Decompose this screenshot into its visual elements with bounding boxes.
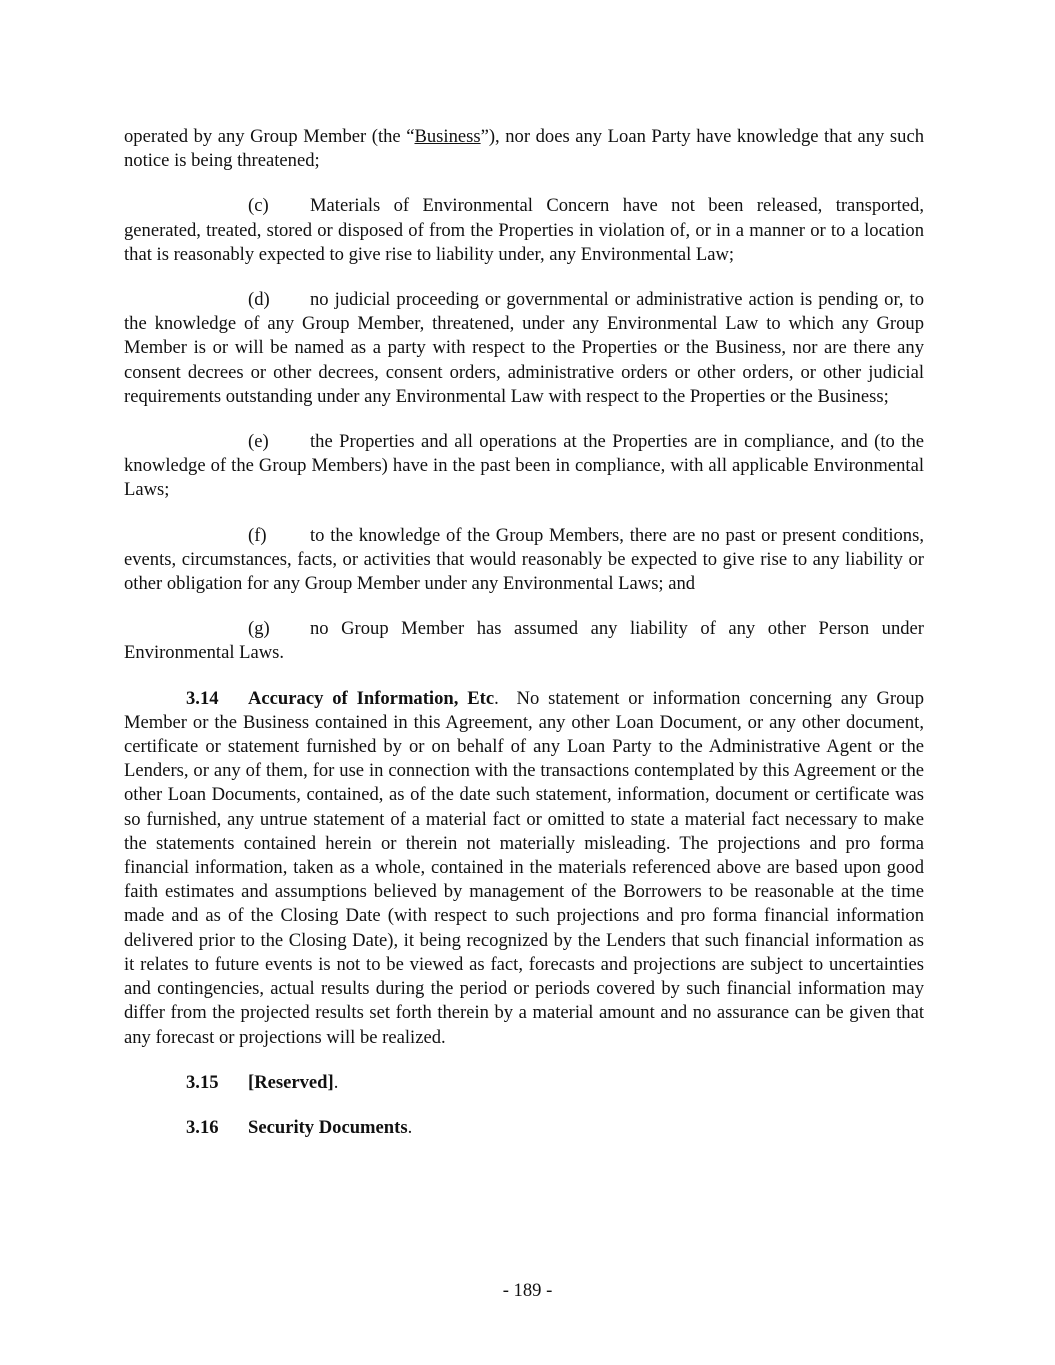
clause-e-text: the Properties and all operations at the Properties are in compliance, and (to the knowledge of the Group Members) have in the past been in compliance, with all applicable Environmental Laws; (124, 431, 924, 501)
clause-d (124, 288, 924, 409)
continuation-prefix: operated by any Group Member (the “ (124, 126, 415, 147)
section-3-15 (124, 1071, 924, 1095)
continuation-paragraph (124, 125, 924, 173)
clause-e (124, 430, 924, 503)
section-3-14-title-punct: . (494, 687, 499, 709)
section-3-14-title: Accuracy of Information, Etc (248, 687, 495, 709)
section-3-16-number: 3.16 (186, 1116, 219, 1138)
section-3-15-title-punct: . (333, 1071, 339, 1093)
section-3-15-title: [Reserved] (248, 1071, 334, 1093)
clause-g-number: (g) (248, 618, 270, 640)
clause-c (124, 194, 924, 267)
clause-e-number: (e) (248, 431, 269, 453)
section-3-16-title: Security Documents (248, 1116, 408, 1138)
section-3-14-number: 3.14 (186, 687, 219, 709)
clause-f-text: to the knowledge of the Group Members, there are no past or present conditions, events, circumstances, facts, or activities that would reasonably be expected to give rise to any liability or other obligation for any Group Member under any Environmental Laws; and (124, 524, 924, 595)
clause-f (124, 524, 924, 597)
section-3-14 (124, 687, 924, 1050)
section-3-16 (124, 1116, 924, 1140)
page-number: - 189 - (502, 1280, 553, 1301)
section-3-16-title-punct: . (407, 1116, 413, 1138)
clause-f-number: (f) (248, 524, 267, 546)
clause-d-number: (d) (248, 289, 270, 311)
section-3-14-body: No statement or information concerning any Group Member or the Business contained in this Agreement, any other Loan Document, or any other document, certificate or statement furnished by or on behalf of any Loan Party to the Administrative Agent or the Lenders, or any of them, for use in connection with the transactions contemplated by this Agreement or the other Loan Documents, contained, as of the date such statement, information, document or certificate was so furnished, any untrue statement of a material fact or omitted to state a material fact necessary to make the statements contained herein or therein not materially misleading. The projections and pro forma financial information, taken as a whole, contained in the materials referenced above are based upon good faith estimates and assumptions believed by management of the Borrowers to be reasonable at the time made and as of the Closing Date (with respect to such projections and pro forma financial information delivered prior to the Closing Date), it being recognized by the Lenders that such financial information as it relates to future events is not to be viewed as fact, forecasts and projections are subject to uncertainties and contingencies, actual results during the period or periods covered by such financial information may differ from the projected results set forth therein by a material amount and no assurance can be given that any forecast or projections will be realized. (124, 687, 924, 1048)
defined-term-business: Business (414, 126, 481, 147)
section-3-15-number: 3.15 (186, 1071, 219, 1093)
document-page (124, 125, 924, 1161)
clause-d-text: no judicial proceeding or governmental or administrative action is pending or, to the knowledge of any Group Member, threatened, under any Environmental Law to which any Group Member is or will be named as a party with respect to the Properties or the Business, nor are there any consent decrees or other decrees, consent orders, administrative orders or other orders, or other judicial requirements outstanding under any Environmental Law with respect to the Properties or the Business; (124, 289, 924, 407)
clause-c-number: (c) (248, 195, 269, 217)
continuation-suffix: ”), nor does any Loan Party have knowledge that any such notice is being threatened; (124, 126, 924, 172)
clause-g-text: no Group Member has assumed any liability of any other Person under Environmental Laws. (124, 618, 924, 664)
clause-c-text: Materials of Environmental Concern have not been released, transported, generated, treated, stored or disposed of from the Properties in violation of, or in a manner or to a location that is reasonably expected to give rise to liability under, any Environmental Law; (124, 195, 924, 265)
clause-g (124, 617, 924, 665)
